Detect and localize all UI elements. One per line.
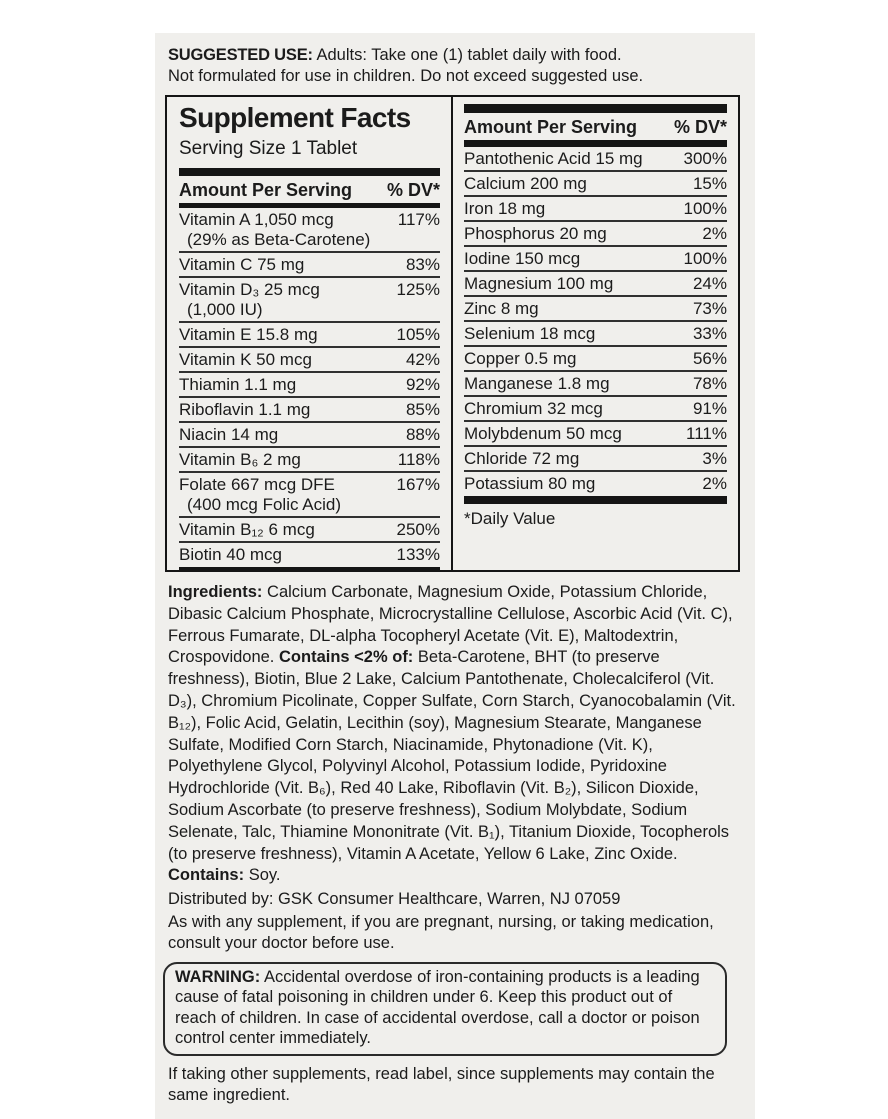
nutrient-dv: 250%	[396, 520, 440, 540]
nutrient-dv: 2%	[702, 224, 727, 243]
nutrient-name: Calcium 200 mg	[464, 174, 587, 193]
nutrient-name: Manganese 1.8 mg	[464, 374, 610, 393]
nutrient-dv: 42%	[405, 350, 440, 370]
nutrient-name: Vitamin K 50 mcg	[179, 350, 312, 370]
column-header-right	[464, 113, 727, 140]
nutrient-rows-right	[464, 147, 727, 495]
nutrient-dv: 85%	[405, 400, 440, 420]
nutrient-row	[179, 543, 440, 566]
nutrient-dv: 92%	[405, 375, 440, 395]
nutrient-dv: 56%	[692, 349, 727, 368]
nutrient-row	[464, 272, 727, 297]
nutrient-subtext: (1,000 IU)	[187, 300, 263, 320]
medium-divider-bar	[464, 140, 727, 147]
nutrient-row	[179, 448, 440, 473]
nutrient-row	[464, 397, 727, 422]
nutrient-row	[179, 348, 440, 373]
nutrient-row	[464, 247, 727, 272]
nutrient-row	[464, 472, 727, 495]
nutrient-name: Vitamin B₁₂ 6 mcg	[179, 520, 315, 540]
nutrient-rows-left	[179, 208, 440, 566]
facts-left-column	[167, 97, 451, 570]
nutrient-dv: 33%	[692, 324, 727, 343]
nutrient-name: Chromium 32 mcg	[464, 399, 603, 418]
nutrient-name: Vitamin D₃ 25 mcg (1,000 IU)	[179, 280, 320, 320]
nutrient-name: Iodine 150 mcg	[464, 249, 581, 268]
ingredients-paragraph	[168, 582, 741, 887]
nutrient-row	[464, 447, 727, 472]
suggested-use-label: SUGGESTED USE:	[168, 46, 313, 64]
nutrient-subtext: (29% as Beta-Carotene)	[187, 230, 371, 250]
nutrient-row	[179, 323, 440, 348]
percent-dv-header: % DV*	[386, 180, 440, 200]
nutrient-row	[179, 473, 440, 518]
distributed-by: Distributed by: GSK Consumer Healthcare, Warren, NJ 07059	[168, 890, 621, 909]
nutrient-row	[179, 208, 440, 253]
serving-size: Serving Size 1 Tablet	[179, 138, 358, 159]
daily-value-footnote: *Daily Value	[464, 509, 556, 528]
amount-per-serving-header: Amount Per Serving	[464, 117, 638, 137]
nutrient-row	[179, 518, 440, 543]
warning-box	[163, 962, 727, 1056]
nutrient-dv: 88%	[405, 425, 440, 445]
ingredients-part1: Calcium Carbonate, Magnesium Oxide, Potassium Chloride, Dibasic Calcium Phosphate, Microcrystalline Cellulose, Ascorbic Acid (Vit. C), Ferrous Fumarate, DL-alpha Tocopheryl Acetate (Vit. E), Maltodextrin, Crospovidone.	[168, 583, 733, 667]
nutrient-row	[179, 253, 440, 278]
amount-per-serving-header: Amount Per Serving	[179, 180, 353, 200]
nutrient-dv: 100%	[683, 199, 727, 218]
nutrient-name: Chloride 72 mg	[464, 449, 580, 468]
column-header-left	[179, 176, 440, 203]
warning-text: Accidental overdose of iron-containing products is a leading cause of fatal poisoning in children under 6. Keep this product out of reach of children. In case of accidental overdose, call a doctor or poison control center immediately.	[175, 967, 700, 1048]
nutrient-name: Potassium 80 mg	[464, 474, 596, 493]
nutrient-name: Iron 18 mg	[464, 199, 546, 218]
nutrient-dv: 300%	[683, 149, 727, 168]
nutrient-name: Selenium 18 mcg	[464, 324, 596, 343]
nutrient-row	[179, 373, 440, 398]
nutrient-row	[464, 372, 727, 397]
nutrient-row	[179, 398, 440, 423]
contains-label: Contains:	[168, 866, 245, 885]
table-end-bar	[464, 496, 727, 504]
table-end-bar	[179, 567, 440, 570]
nutrient-dv: 133%	[396, 545, 440, 565]
nutrient-row	[464, 322, 727, 347]
nutrient-dv: 125%	[396, 280, 440, 300]
nutrient-row	[464, 172, 727, 197]
nutrient-name: Vitamin B₆ 2 mg	[179, 450, 301, 470]
nutrient-name: Niacin 14 mg	[179, 425, 279, 445]
facts-right-column	[453, 97, 738, 570]
nutrient-dv: 73%	[692, 299, 727, 318]
nutrient-dv: 100%	[683, 249, 727, 268]
nutrient-row	[464, 347, 727, 372]
nutrient-name: Vitamin C 75 mg	[179, 255, 305, 275]
nutrient-dv: 15%	[692, 174, 727, 193]
nutrient-row	[179, 423, 440, 448]
nutrient-row	[464, 422, 727, 447]
nutrient-name: Pantothenic Acid 15 mg	[464, 149, 643, 168]
warning-label: WARNING:	[175, 967, 261, 986]
ingredients-label: Ingredients:	[168, 583, 263, 601]
nutrient-dv: 167%	[396, 475, 440, 495]
nutrient-dv: 118%	[397, 450, 440, 470]
nutrient-name: Thiamin 1.1 mg	[179, 375, 297, 395]
nutrient-dv: 105%	[396, 325, 440, 345]
nutrient-dv: 117%	[397, 210, 440, 230]
suggested-use	[168, 45, 743, 87]
nutrient-dv: 91%	[692, 399, 727, 418]
nutrient-name: Molybdenum 50 mcg	[464, 424, 622, 443]
supplement-label	[155, 33, 755, 1119]
supplement-note: As with any supplement, if you are pregnant, nursing, or taking medication, consult your doctor before use.	[168, 912, 714, 953]
nutrient-row	[464, 297, 727, 322]
percent-dv-header: % DV*	[673, 117, 727, 137]
nutrient-name: Zinc 8 mg	[464, 299, 539, 318]
ingredients-part2: Beta-Carotene, BHT (to preserve freshness), Biotin, Blue 2 Lake, Calcium Pantothenate, Cholecalciferol (Vit. D₃), Chromium Picolinate, Copper Sulfate, Corn Starch, Cyanocobalamin (Vit. B₁₂), Folic Acid, Gelatin, Lecithin (soy), Magnesium Stearate, Manganese Sulfate, Modified Corn Starch, Niacinamide, Phytonadione (Vit. K), Polyethylene Glycol, Polyvinyl Alcohol, Potassium Iodide, Pyridoxine Hydrochloride (Vit. B₆), Red 40 Lake, Riboflavin (Vit. B₂), Silicon Dioxide, Sodium Ascorbate (to preserve freshness), Sodium Molybdate, Sodium Selenate, Talc, Thiamine Mononitrate (Vit. B₁), Titanium Dioxide, Tocopherols (to preserve freshness), Vitamin A Acetate, Yellow 6 Lake, Zinc Oxide.	[168, 648, 736, 863]
ingredients-part3: Soy.	[248, 866, 281, 885]
nutrient-name: Vitamin A 1,050 mcg (29% as Beta-Carotene)	[179, 210, 371, 250]
nutrient-row	[464, 197, 727, 222]
nutrient-row	[179, 278, 440, 323]
suggested-use-line2: Not formulated for use in children. Do not exceed suggested use.	[168, 67, 644, 85]
nutrient-name: Copper 0.5 mg	[464, 349, 577, 368]
nutrient-dv: 24%	[692, 274, 727, 293]
nutrient-name: Riboflavin 1.1 mg	[179, 400, 311, 420]
nutrient-dv: 78%	[692, 374, 727, 393]
nutrient-subtext: (400 mcg Folic Acid)	[187, 495, 341, 515]
nutrient-name: Folate 667 mcg DFE (400 mcg Folic Acid)	[179, 475, 341, 515]
panel-title: Supplement Facts	[179, 102, 411, 133]
nutrient-dv: 111%	[686, 424, 727, 443]
nutrient-dv: 3%	[702, 449, 727, 468]
footer-note: If taking other supplements, read label, since supplements may contain the same ingredient.	[168, 1064, 715, 1105]
thick-divider-bar	[464, 104, 727, 113]
nutrient-name: Vitamin E 15.8 mg	[179, 325, 318, 345]
nutrient-name: Magnesium 100 mg	[464, 274, 614, 293]
contains-2pct-label: Contains <2% of:	[279, 648, 414, 667]
supplement-facts-panel	[165, 95, 740, 572]
nutrient-dv: 83%	[405, 255, 440, 275]
nutrient-row	[464, 222, 727, 247]
nutrient-dv: 2%	[702, 474, 727, 493]
suggested-use-line1: Adults: Take one (1) tablet daily with food.	[316, 46, 622, 64]
nutrient-name: Biotin 40 mcg	[179, 545, 282, 565]
thick-divider-bar	[179, 168, 440, 176]
nutrient-row	[464, 147, 727, 172]
nutrient-name: Phosphorus 20 mg	[464, 224, 607, 243]
